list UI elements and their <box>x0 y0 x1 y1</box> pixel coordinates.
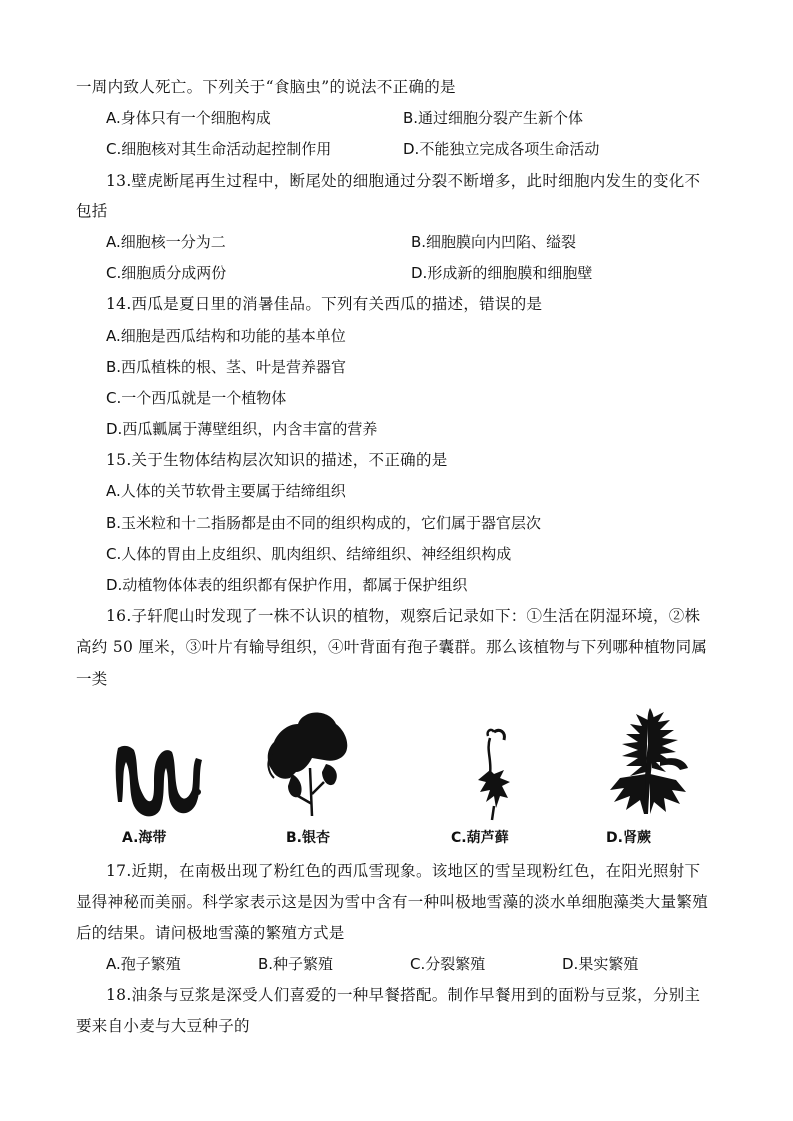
q17-stem-line3: 后的结果。请问极地雪藻的繁殖方式是 <box>76 924 345 942</box>
q13-stem-line2: 包括 <box>76 202 108 220</box>
figure-caption-d: D.肾蕨 <box>606 830 651 846</box>
q18-stem-line2: 要来自小麦与大豆种子的 <box>76 1017 250 1035</box>
q16-stem-line1: 16.子轩爬山时发现了一株不认识的植物，观察后记录如下：①生活在阴湿环境，②株 <box>106 607 701 625</box>
q14-option-b: B.西瓜植株的根、茎、叶是营养器官 <box>106 358 347 376</box>
q17-option-b: B.种子繁殖 <box>258 955 334 973</box>
q16-stem-line3: 一类 <box>76 670 108 688</box>
q14-stem: 14.西瓜是夏日里的消暑佳品。下列有关西瓜的描述，错误的是 <box>106 295 543 313</box>
kelp-illustration <box>112 740 204 822</box>
q14-option-d: D.西瓜瓤属于薄壁组织，内含丰富的营养 <box>106 420 378 438</box>
q18-stem-line1: 18.油条与豆浆是深受人们喜爱的一种早餐搭配。制作早餐用到的面粉与豆浆，分别主 <box>106 986 701 1004</box>
q13-stem-line1: 13.壁虎断尾再生过程中，断尾处的细胞通过分裂不断增多，此时细胞内发生的变化不 <box>106 172 701 190</box>
q17-option-c: C.分裂繁殖 <box>410 955 486 973</box>
q17-stem-line1: 17.近期，在南极出现了粉红色的西瓜雪现象。该地区的雪呈现粉红色，在阳光照射下 <box>106 862 701 880</box>
q17-option-d: D.果实繁殖 <box>562 955 639 973</box>
q15-option-a: A.人体的关节软骨主要属于结缔组织 <box>106 482 346 500</box>
q12-option-d: D.不能独立完成各项生命活动 <box>403 140 600 158</box>
fern-illustration <box>600 704 692 822</box>
moss-illustration <box>470 726 514 822</box>
figure-caption-c: C.葫芦藓 <box>451 830 509 846</box>
q12-option-b: B.通过细胞分裂产生新个体 <box>403 109 584 127</box>
q17-stem-line2: 显得神秘而美丽。科学家表示这是因为雪中含有一种叫极地雪藻的淡水单细胞藻类大量繁殖 <box>76 893 709 911</box>
ginkgo-illustration <box>262 708 354 822</box>
q14-option-c: C.一个西瓜就是一个植物体 <box>106 389 287 407</box>
q12-stem: 一周内致人死亡。下列关于“食脑虫”的说法不正确的是 <box>76 78 456 96</box>
q13-option-a: A.细胞核一分为二 <box>106 233 226 251</box>
q13-option-d: D.形成新的细胞膜和细胞壁 <box>411 264 593 282</box>
q13-option-c: C.细胞质分成两份 <box>106 264 227 282</box>
q13-option-b: B.细胞膜向内凹陷、缢裂 <box>411 233 577 251</box>
q12-option-a: A.身体只有一个细胞构成 <box>106 109 271 127</box>
q15-option-c: C.人体的胃由上皮组织、肌肉组织、结缔组织、神经组织构成 <box>106 545 512 563</box>
q14-option-a: A.细胞是西瓜结构和功能的基本单位 <box>106 327 346 345</box>
q17-option-a: A.孢子繁殖 <box>106 955 181 973</box>
figure-caption-b: B.银杏 <box>286 830 330 846</box>
q15-option-d: D.动植物体体表的组织都有保护作用，都属于保护组织 <box>106 576 468 594</box>
q15-stem: 15.关于生物体结构层次知识的描述，不正确的是 <box>106 451 448 469</box>
figure-caption-a: A.海带 <box>122 830 167 846</box>
q12-option-c: C.细胞核对其生命活动起控制作用 <box>106 140 332 158</box>
q16-stem-line2: 高约 50 厘米，③叶片有输导组织，④叶背面有孢子囊群。那么该植物与下列哪种植物同属 <box>76 638 708 656</box>
q15-option-b: B.玉米粒和十二指肠都是由不同的组织构成的，它们属于器官层次 <box>106 514 542 532</box>
